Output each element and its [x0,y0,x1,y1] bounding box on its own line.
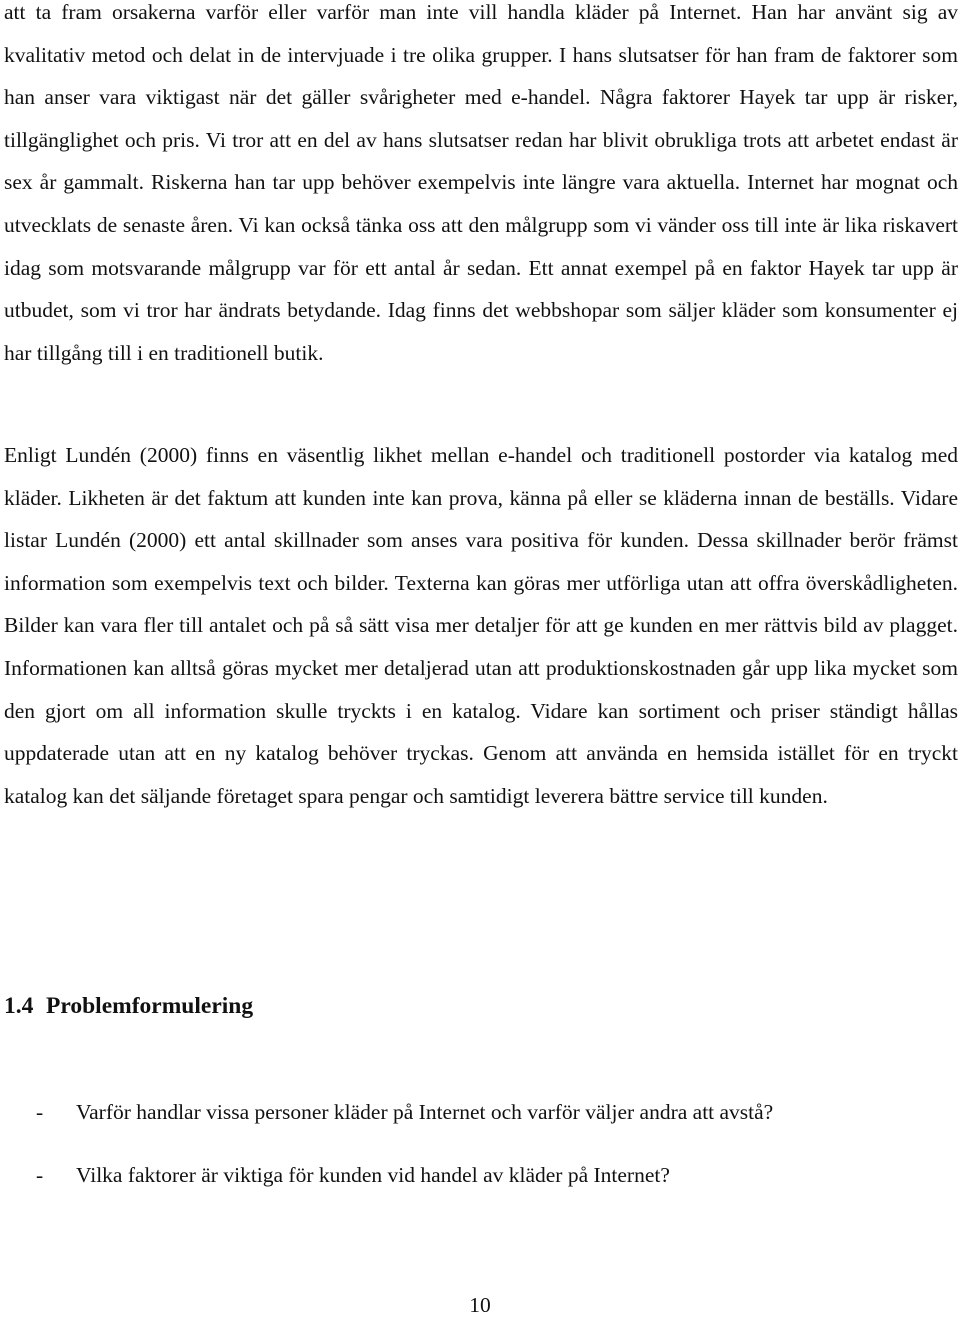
page-number: 10 [469,1293,491,1317]
body-paragraph: Enligt Lundén (2000) finns en väsentlig likhet mellan e-handel och traditionell postorder via katalog med kläder. Likheten är det faktum att kunden inte kan prova, känna på eller se kläderna innan de beställs. Vidare listar Lundén (2000) ett antal skillnader som anses vara positiva för kunden. Dessa skillnader berör främst information som exempelvis text och bilder. Texterna kan göras mer utförliga utan att offra överskådligheten. Bilder kan vara fler till antalet och på så sätt visa mer detaljer för att ge kunden en mer rättvis bild av plagget. Informationen kan alltså göras mycket mer detaljerad utan att produktionskostnaden går upp lika mycket som den gjort om all information skulle tryckts i en katalog. Vidare kan sortiment och priser ständigt hållas uppdaterade utan att en ny katalog behöver tryckas. Genom att använda en hemsida istället för en tryckt katalog kan det säljande företaget spara pengar och samtidigt leverera bättre service till kunden. [4,443,958,808]
body-paragraph: att ta fram orsakerna varför eller varför man inte vill handla kläder på Internet. Han har använt sig av kvalitativ metod och delat in de intervjuade i tre olika grupper. I hans slutsatser för han fram de faktorer som han anser vara viktigast när det gäller svårigheter med e-handel. Några faktorer Hayek tar upp är risker, tillgänglighet och pris. Vi tror att en del av hans slutsatser redan har blivit obrukliga trots att arbetet endast är sex år gammalt. Riskerna han tar upp behöver exempelvis inte längre vara aktuella. Internet har mognat och utvecklats de senaste åren. Vi kan också tänka oss att den målgrupp som vi vänder oss till inte är lika riskavert idag som motsvarande målgrupp var för ett antal år sedan. Ett annat exempel på en faktor Hayek tar upp är utbudet, som vi tror har ändrats betydande. Idag finns det webbshopar som säljer kläder som konsumenter ej har tillgång till i en traditionell butik. [4,0,958,365]
list-bullet: - [36,1100,44,1124]
question-text: Varför handlar vissa personer kläder på Internet och varför väljer andra att avstå? [76,1100,774,1124]
list-bullet: - [36,1163,44,1187]
section-title: Problemformulering [46,993,254,1019]
section-heading [4,986,253,1026]
list-item [4,1092,773,1132]
question-text: Vilka faktorer är viktiga för kunden vid handel av kläder på Internet? [76,1163,670,1187]
section-number: 1.4 [4,993,34,1019]
research-questions-list [4,1092,773,1218]
list-item [4,1155,773,1195]
